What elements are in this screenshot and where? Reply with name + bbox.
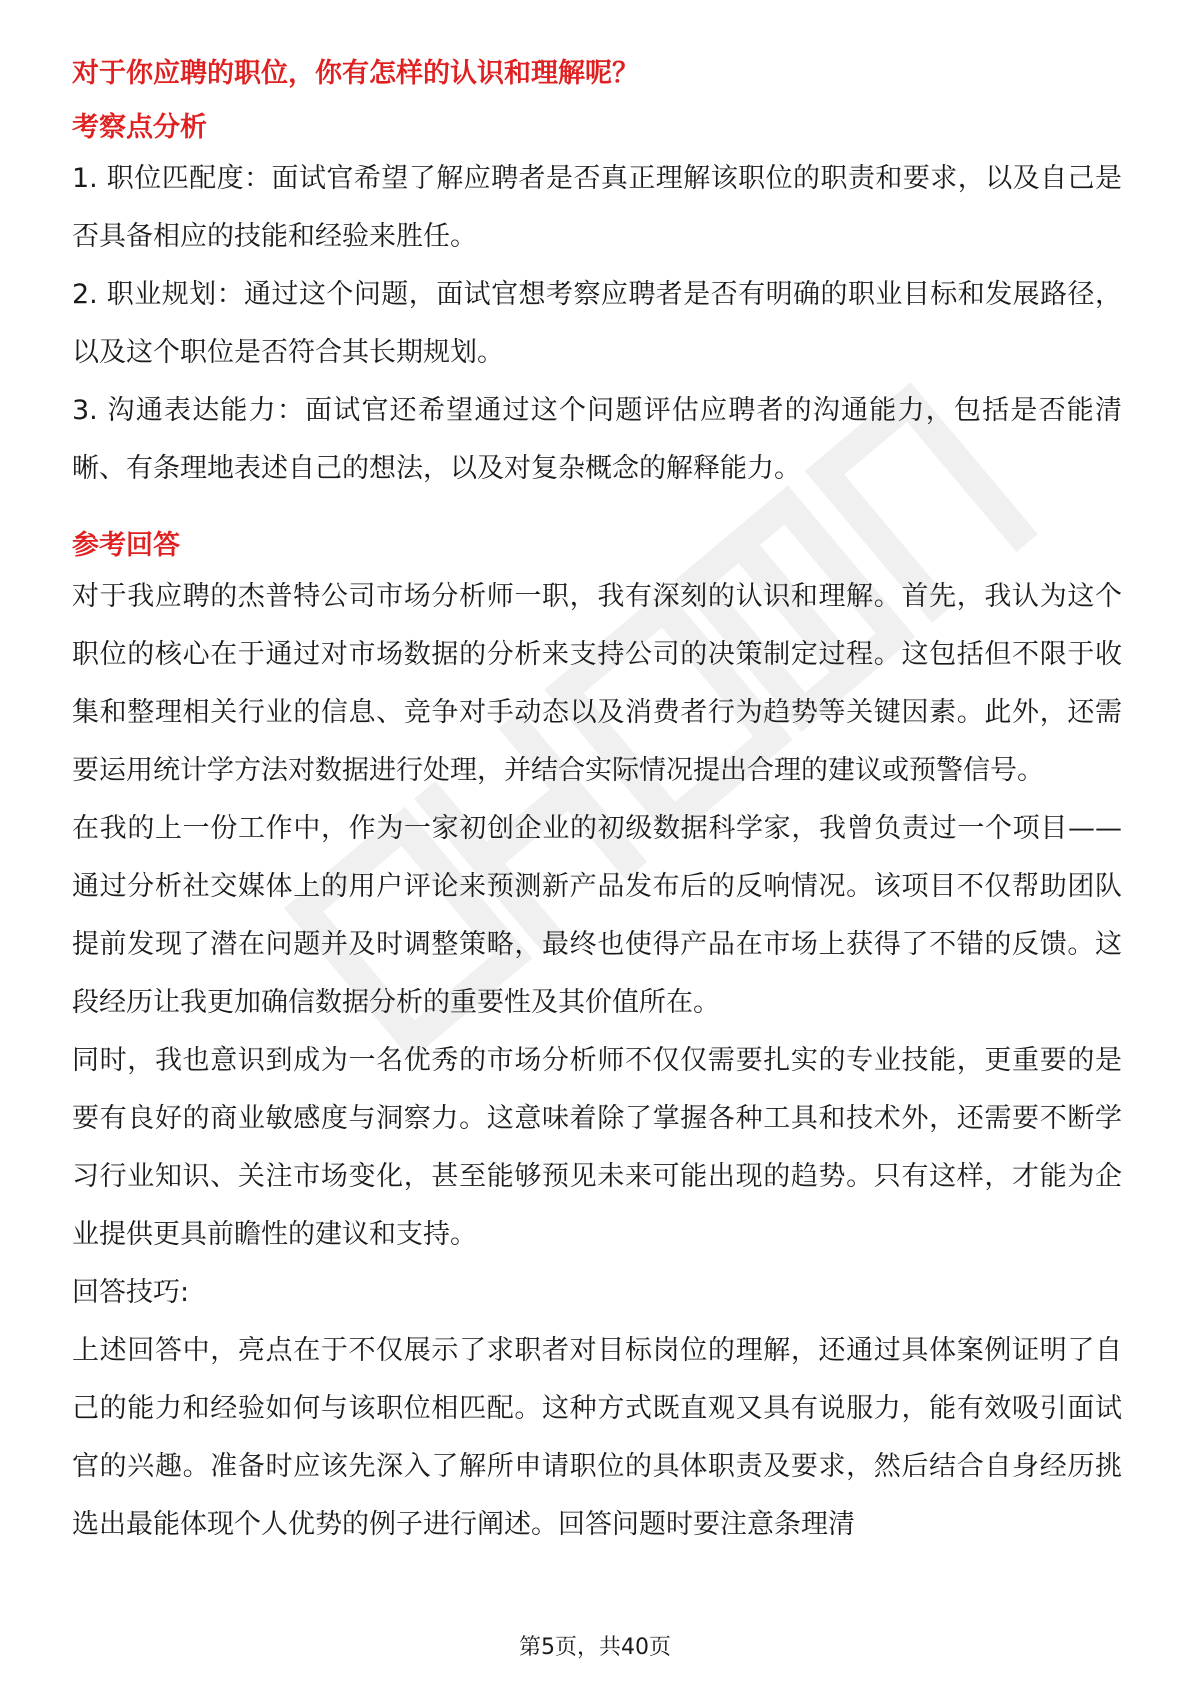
analysis-title: 考察点分析	[72, 112, 207, 143]
tips-text: 上述回答中，亮点在于不仅展示了求职者对目标岗位的理解，还通过具体案例证明了自己的能力和经验如何与该职位相匹配。这种方式既直观又具有说服力，能有效吸引面试官的兴趣。准备时应该先深入了解所申请职位的具体职责及要求，然后结合自身经历挑选出最能体现个人优势的例子进行阐述。回答问题时要注意条理清	[72, 1335, 1122, 1540]
analysis-point: 1. 职位匹配度：面试官希望了解应聘者是否真正理解该职位的职责和要求，以及自己是否具备相应的技能和经验来胜任。	[72, 163, 1122, 252]
page-number: 第5页，共40页	[519, 1635, 671, 1660]
analysis-section	[72, 106, 1122, 498]
answer-title: 参考回答	[72, 530, 180, 561]
analysis-point: 2. 职业规划：通过这个问题，面试官想考察应聘者是否有明确的职业目标和发展路径，以及这个职位是否符合其长期规划。	[72, 279, 1122, 368]
answer-paragraph: 在我的上一份工作中，作为一家初创企业的初级数据科学家，我曾负责过一个项目——通过分析社交媒体上的用户评论来预测新产品发布后的反响情况。该项目不仅帮助团队提前发现了潜在问题并及时调整策略，最终也使得产品在市场上获得了不错的反馈。这段经历让我更加确信数据分析的重要性及其价值所在。	[72, 813, 1122, 1018]
question-heading: 对于你应聘的职位，你有怎样的认识和理解呢？	[72, 58, 639, 89]
answer-paragraph: 同时，我也意识到成为一名优秀的市场分析师不仅仅需要扎实的专业技能，更重要的是要有良好的商业敏感度与洞察力。这意味着除了掌握各种工具和技术外，还需要不断学习行业知识、关注市场变化，甚至能够预见未来可能出现的趋势。只有这样，才能为企业提供更具前瞻性的建议和支持。	[72, 1045, 1122, 1250]
answer-paragraph: 对于我应聘的杰普特公司市场分析师一职，我有深刻的认识和理解。首先，我认为这个职位的核心在于通过对市场数据的分析来支持公司的决策制定过程。这包括但不限于收集和整理相关行业的信息、竞争对手动态以及消费者行为趋势等关键因素。此外，还需要运用统计学方法对数据进行处理，并结合实际情况提出合理的建议或预警信号。	[72, 581, 1122, 786]
answer-section	[72, 524, 1122, 1264]
tips-section	[72, 1264, 1122, 1554]
tips-title: 回答技巧:	[72, 1277, 190, 1308]
analysis-point: 3. 沟通表达能力：面试官还希望通过这个问题评估应聘者的沟通能力，包括是否能清晰、有条理地表述自己的想法，以及对复杂概念的解释能力。	[72, 395, 1122, 484]
document-body	[72, 52, 1122, 1554]
